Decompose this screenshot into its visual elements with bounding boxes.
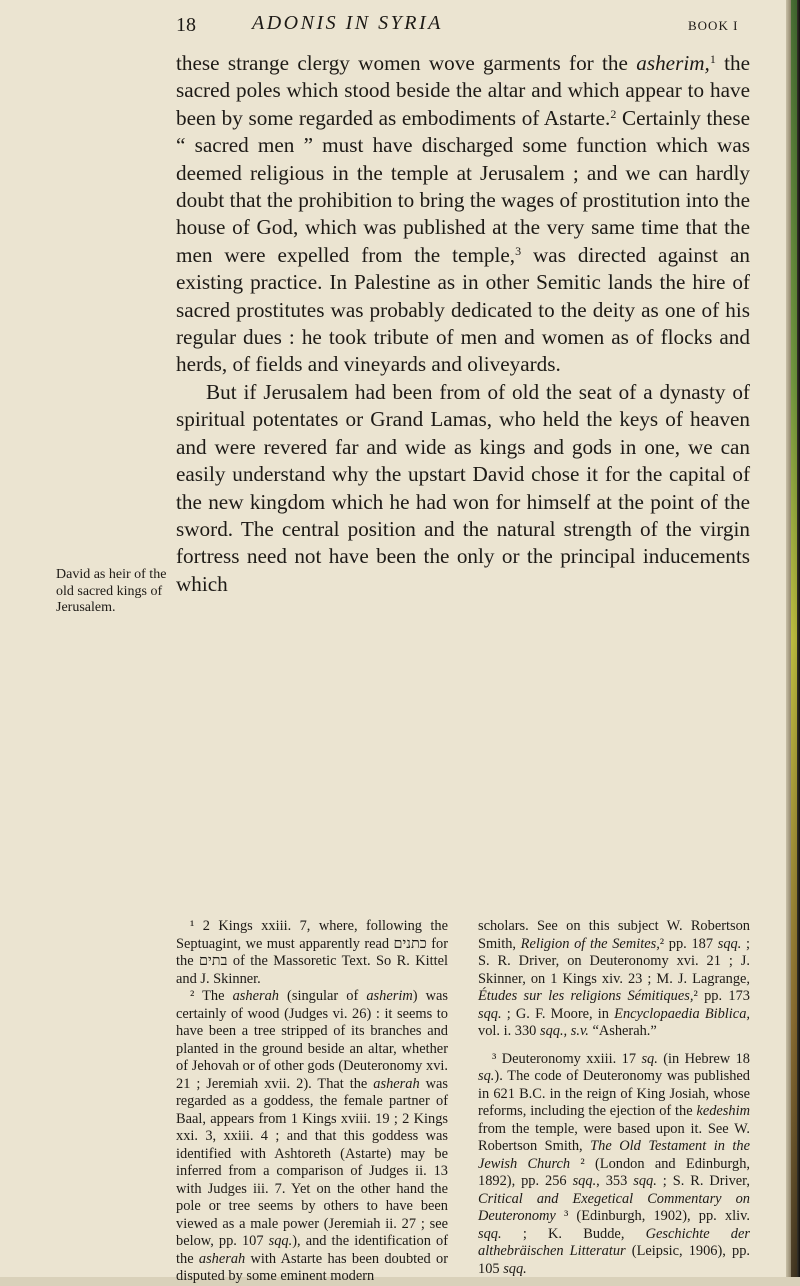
footnote-2-continued: scholars. See on this subject W. Robertson Smith, Religion of the Semites,² pp. 187 sqq. ; S. R. Driver, on Deuteronomy xvi. 21 ; J. Skinner, on 1 Kings xiv. 23 ; M. J. Lagrange, Études sur les religions Sémitiques,² pp. 173 sqq. ; G. F. Moore, in Encyclopaedia Biblica, vol. i. 330 sqq., s.v. “Asherah.” bbox=[478, 918, 750, 1039]
footnote-3: ³ Deuteronomy xxiii. 17 sq. (in Hebrew 18 sq.). The code of Deuteronomy was published in 621 B.C. in the reign of King Josiah, whose reforms, including the ejection of the kedeshim from the temple, were based upon it. See W. Robertson Smith, The Old Testament in the Jewish Church ² (London and Edinburgh, 1892), pp. 256 sqq., 353 sqq. ; S. R. Driver, Critical and Exegetical Commentary on Deuteronomy ³ (Edinburgh, 1902), pp. xliv. sqq. ; K. Budde, Geschichte der althebräischen Litteratur (Leipsic, 1906), pp. 105 sqq. bbox=[478, 1050, 750, 1277]
page-number: 18 bbox=[176, 14, 196, 36]
footnotes-left-column bbox=[176, 918, 448, 1286]
hebrew-word: כתנים bbox=[393, 935, 427, 952]
main-text bbox=[176, 50, 750, 598]
footnotes-right-column bbox=[478, 918, 750, 1278]
book-label: BOOK I bbox=[688, 18, 739, 33]
footnote-ref-2: 2 bbox=[610, 106, 617, 121]
running-title: ADONIS IN SYRIA bbox=[252, 12, 443, 34]
paragraph-2: But if Jerusalem had been from of old the seat of a dynasty of spiritual potentates or Grand Lamas, who held the keys of heaven and were revered far and wide as kings and gods in one, we can easily understand why the upstart David chose it for the capital of the new kingdom which he had won for himself at the point of the sword. The central position and the natural strength of the virgin fortress need not have been the only or the principal inducements which bbox=[176, 379, 750, 596]
footnote-2: ² The asherah (singular of asherim) was certainly of wood (Judges vi. 26) : it seems to have been a tree stripped of its branches and planted in the ground beside an altar, whether of Jehovah or of other gods (Deuteronomy xvi. 21 ; Jeremiah xvii. 2). That the asherah was regarded as a goddess, the female partner of Baal, appears from 1 Kings xviii. 19 ; 2 Kings xxi. 3, xxiii. 4 ; and that this goddess was identified with Ashtoreth (Astarte) may be inferred from a comparison of Judges ii. 13 with Judges iii. 7. Yet on the other hand the pole or tree seems by others to have been viewed as a male power (Jeremiah ii. 27 ; see below, pp. 107 sqq.), and the identification of the asherah with Astarte has been doubted or disputed by some eminent modern bbox=[176, 988, 448, 1284]
hebrew-word: בתים bbox=[199, 953, 228, 969]
page-edge-tint bbox=[791, 0, 797, 1277]
marginal-note: David as heir of the old sacred kings of Jerusalem. bbox=[56, 567, 167, 615]
paragraph-1: these strange clergy women wove garments for the asherim,$^1$ the sacred poles which stood beside the altar and which appear to have been by some regarded as embodiments of Astarte.$^2$ Certainly these “ sacred men ” must have discharged some function which was deemed religious in the temple at Jerusalem ; and we can hardly doubt that the prohibition to bring the wages of prostitution into the house of God, which was published at the very same time that the men were expelled from the temple,$^3$ was directed against an existing practice. In Palestine as in other Semitic lands the hire of sacred prostitutes was probably dedicated to the deity as one of his regular dues : he took tribute of men and women as of flocks and herds, of fields and vineyards and oliveyards. bbox=[176, 51, 751, 377]
footnote-ref-3: 3 bbox=[515, 243, 522, 258]
footnote-ref-1: 1 bbox=[709, 52, 716, 66]
footnote-1: ¹ 2 Kings xxiii. 7, where, following the Septuagint, we must apparently read כתנים for the בתים of the Massoretic Text. So R. Kittel and J. Skinner. bbox=[176, 918, 449, 987]
running-header bbox=[0, 10, 788, 40]
